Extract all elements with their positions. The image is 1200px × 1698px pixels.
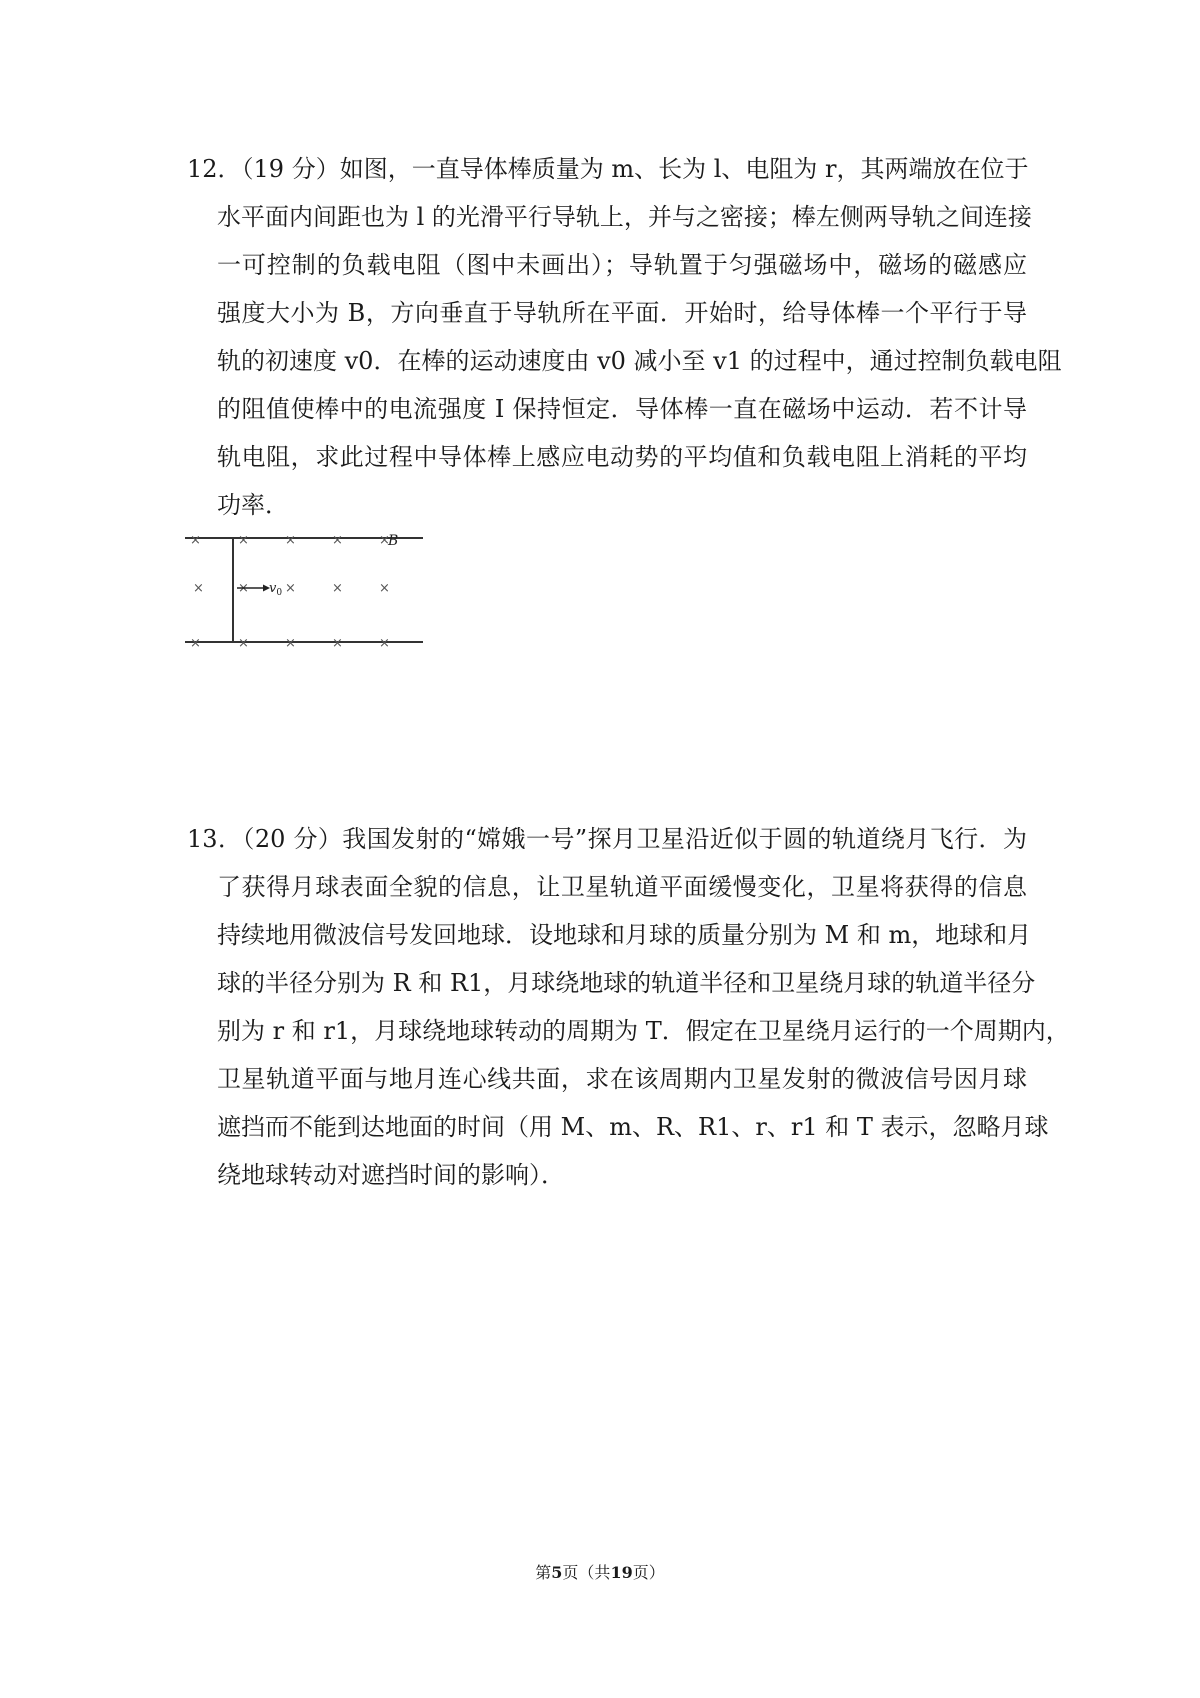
q12-line-7: 轨电阻，求此过程中导体棒上感应电动势的平均值和负载电阻上消耗的平均 (217, 443, 1027, 471)
q13-line-8: 绕地球转动对遮挡时间的影响）． (217, 1161, 565, 1189)
velocity-label: $v_0$ (269, 581, 283, 598)
footer-total-pages: 19 (610, 1563, 633, 1582)
q13-line-2: 了获得月球表面全貌的信息，让卫星轨道平面缓慢变化，卫星将获得的信息 (217, 873, 1027, 901)
rail-magnetic-field-figure (185, 530, 425, 650)
field-cross-icon: × (379, 533, 390, 548)
footer-prefix: 第 (535, 1563, 552, 1582)
field-cross-icon: × (379, 581, 390, 596)
q13-line-5: 别为 r 和 r1，月球绕地球转动的周期为 T．假定在卫星绕月运行的一个周期内， (217, 1017, 1070, 1045)
field-cross-icon: × (332, 581, 343, 596)
field-cross-icon: × (332, 533, 343, 548)
field-label: B (388, 533, 399, 549)
q13-line-6: 卫星轨道平面与地月连心线共面，求在该周期内卫星发射的微波信号因月球 (217, 1065, 1027, 1093)
q12-line-3: 一可控制的负载电阻（图中未画出）；导轨置于匀强磁场中，磁场的磁感应 (217, 251, 1027, 279)
field-cross-icon: × (193, 581, 204, 596)
field-cross-icon: × (285, 581, 296, 596)
field-cross-icon: × (238, 533, 249, 548)
field-cross-icon: × (285, 533, 296, 548)
q12-line-1: 12．（19 分）如图，一直导体棒质量为 m、长为 l、电阻为 r，其两端放在位于 (187, 155, 1029, 183)
q12-line-2: 水平面内间距也为 l 的光滑平行导轨上，并与之密接；棒左侧两导轨之间连接 (217, 203, 1032, 231)
field-cross-icon: × (238, 581, 249, 596)
field-cross-icon: × (190, 636, 201, 650)
field-cross-icon: × (190, 533, 201, 548)
footer-suffix: 页） (632, 1563, 665, 1582)
q13-line-7: 遮挡而不能到达地面的时间（用 M、m、R、R1、r、r1 和 T 表示，忽略月球 (217, 1113, 1049, 1141)
q12-line-5: 轨的初速度 v0．在棒的运动速度由 v0 减小至 v1 的过程中，通过控制负载电阻 (217, 347, 1062, 375)
q12-line-6: 的阻值使棒中的电流强度 I 保持恒定．导体棒一直在磁场中运动．若不计导 (217, 395, 1027, 423)
q12-line-8: 功率． (217, 491, 289, 519)
field-cross-icon: × (332, 636, 343, 650)
page-footer (0, 1560, 1200, 1583)
q13-line-1: 13．（20 分）我国发射的“嫦娥一号”探月卫星沿近似于圆的轨道绕月飞行．为 (187, 825, 1027, 853)
field-cross-icon: × (285, 636, 296, 650)
q13-line-3: 持续地用微波信号发回地球．设地球和月球的质量分别为 M 和 m，地球和月 (217, 921, 1032, 949)
field-cross-icon: × (238, 636, 249, 650)
q13-line-4: 球的半径分别为 R 和 R1，月球绕地球的轨道半径和卫星绕月球的轨道半径分 (217, 969, 1036, 997)
footer-middle: 页（共 (562, 1563, 611, 1582)
q12-line-4: 强度大小为 B，方向垂直于导轨所在平面．开始时，给导体棒一个平行于导 (217, 299, 1027, 327)
field-crosses (190, 533, 390, 650)
footer-page-number: 5 (551, 1563, 563, 1582)
field-cross-icon: × (379, 636, 390, 650)
